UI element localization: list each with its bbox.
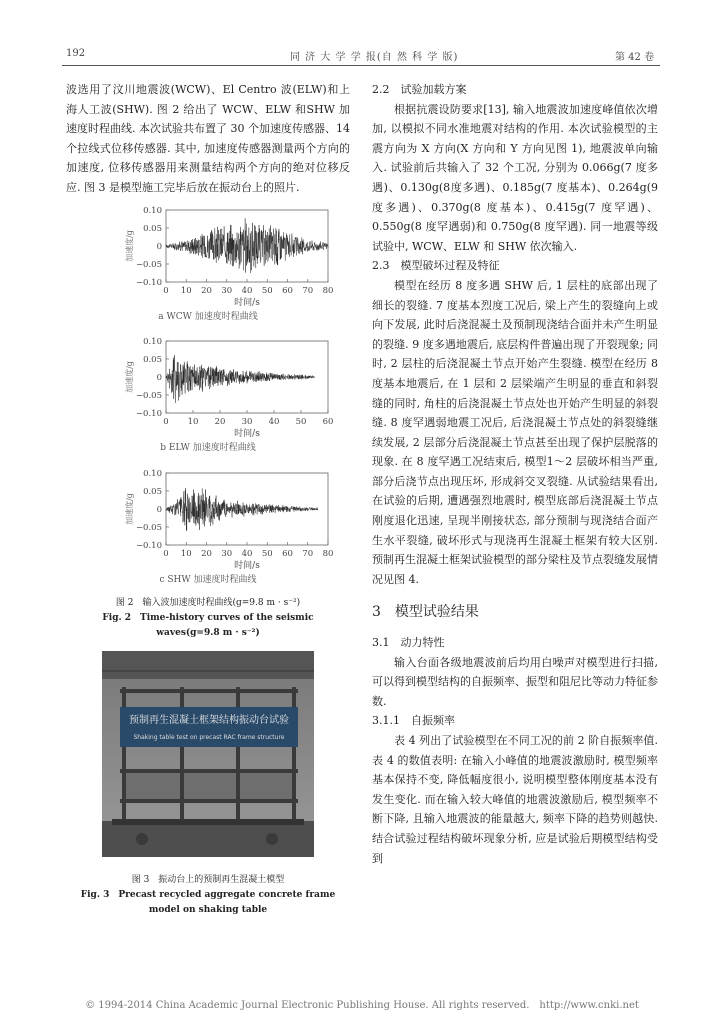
- x-tick-label: 50: [295, 417, 307, 428]
- x-tick-label: 20: [201, 285, 212, 296]
- y-tick-label: 0: [156, 373, 162, 384]
- chart-shw-svg: [66, 463, 350, 571]
- section-3-1-text: 输入台面各级地震波前后均用白噪声对模型进行扫描, 可以得到模型结构的自振频率、振型和阻尼比等动力特征参数.: [372, 655, 658, 708]
- x-tick-label: 40: [268, 417, 280, 428]
- y-axis-label: 加速度/g: [125, 492, 134, 525]
- page-number: 192: [66, 48, 86, 59]
- x-tick-label: 0: [163, 548, 169, 559]
- photo-banner-en: Shaking table test on precast RAC frame structure: [133, 734, 285, 742]
- x-tick-label: 60: [282, 548, 293, 559]
- y-tick-label: −0.10: [135, 540, 162, 551]
- y-tick-label: 0.10: [143, 337, 162, 348]
- x-tick-label: 50: [261, 548, 273, 559]
- x-tick-label: 10: [180, 285, 192, 296]
- x-tick-label: 0: [163, 417, 169, 428]
- y-tick-label: 0.05: [143, 486, 162, 497]
- fig3-caption-en-2: model on shaking table: [148, 905, 268, 916]
- y-tick-label: 0.10: [143, 205, 162, 216]
- section-2-2-title: 2.2 试验加载方案: [372, 83, 467, 96]
- copyright-footer: © 1994-2014 China Academic Journal Electronic Publishing House. All rights reserved. http://www.cnki.net: [85, 1000, 639, 1011]
- x-tick-label: 70: [302, 548, 314, 559]
- y-tick-label: 0.05: [143, 355, 162, 366]
- section-3-title: 3 模型试验结果: [372, 604, 479, 621]
- y-axis-label: 加速度/g: [125, 229, 134, 262]
- y-tick-label: −0.05: [135, 522, 162, 533]
- fig2-caption-cn: 图 2 输入波加速度时程曲线(g=9.8 m · s⁻²): [115, 598, 301, 609]
- section-3-1-1-text: 表 4 列出了试验模型在不同工况的前 2 阶自振频率值. 表 4 的数值表明: 在输入小峰值的地震波激励时, 模型频率基本保持不变, 降低幅度很小, 说明模型整体刚度基本没有发生变化. 而在输入较大峰值的地震波激励后, 模型频率不断下降, 且输入地震波的能量越大, 频率下降的趋势则越快. 结合试验过程结构破坏现象分析, 应是试验后期模型结构受到: [372, 734, 658, 865]
- x-tick-label: 80: [322, 285, 334, 296]
- x-axis-label: 时间/s: [234, 560, 260, 571]
- chart-shw: [66, 463, 350, 591]
- chart-wcw-caption: a WCW 加速度时程曲线: [158, 311, 258, 322]
- y-axis-label: 加速度/g: [125, 361, 134, 394]
- fig3-caption-cn: 图 3 振动台上的预制再生混凝土模型: [131, 875, 285, 886]
- x-tick-label: 60: [322, 417, 334, 428]
- y-tick-label: −0.05: [135, 259, 162, 270]
- y-tick-label: 0: [156, 504, 162, 515]
- x-tick-label: 20: [214, 417, 226, 428]
- chart-shw-caption: c SHW 加速度时程曲线: [159, 574, 257, 585]
- shaking-table-photo: [102, 651, 314, 857]
- chart-elw: [66, 331, 350, 459]
- header-rule: [62, 65, 660, 66]
- x-tick-label: 0: [163, 285, 169, 296]
- photo-image: [102, 651, 314, 857]
- acceleration-series-line: [166, 355, 315, 403]
- x-tick-label: 70: [302, 285, 314, 296]
- section-2-2-text: 根据抗震设防要求[13], 输入地震波加速度峰值依次增加, 以模拟不同水准地震对结构的作用. 本次试验模型的主震方向为 X 方向(X 方向和 Y 方向见图 1), 地震波单向输入. 试验前后共输入了 32 个工况, 分别为 0.066g(7 度多遇)、0.130g(8度多遇)、0.185g(7 度基本)、0.264g(9 度多遇)、0.370g(8 度基本)、0.415g(7 度罕遇)、0.550g(8 度罕遇弱)和 0.750g(8 度罕遇). 同一地震等级试验中, WCW、ELW 和 SHW 依次输入.: [372, 102, 658, 253]
- x-tick-label: 40: [241, 285, 253, 296]
- fig2-caption-en-1: Fig. 2 Time-history curves of the seismic: [102, 613, 314, 624]
- chart-elw-svg: [66, 331, 350, 439]
- section-2-3-title: 2.3 模型破坏过程及特征: [372, 259, 500, 273]
- fig3-caption-en-1: Fig. 3 Precast recycled aggregate concrete frame: [80, 890, 336, 901]
- x-tick-label: 10: [180, 548, 192, 559]
- y-tick-label: −0.05: [135, 391, 162, 402]
- y-tick-label: 0: [156, 241, 162, 252]
- section-3-1-title: 3.1 动力特性: [372, 636, 445, 650]
- acceleration-series-line: [166, 488, 318, 531]
- acceleration-series-line: [166, 218, 328, 273]
- journal-title: 同 济 大 学 学 报(自 然 科 学 版): [290, 52, 459, 63]
- x-tick-label: 50: [261, 285, 273, 296]
- left-paragraph: 波选用了汶川地震波(WCW)、El Centro 波(ELW)和上海人工波(SHW). 图 2 给出了 WCW、ELW 和SHW 加速度时程曲线. 本次试验共布置了 30 个加速度传感器、14 个拉线式位移传感器. 其中, 加速度传感器测量两个方向的加速度, 位移传感器用来测量结构两个方向的绝对位移反应. 图 3 是模型施工完毕后放在振动台上的照片.: [66, 83, 350, 194]
- y-tick-label: 0.05: [143, 223, 162, 234]
- y-tick-label: −0.10: [135, 277, 162, 288]
- chart-wcw: [66, 200, 350, 328]
- y-tick-label: 0.10: [143, 468, 162, 479]
- chart-wcw-svg: [66, 200, 350, 308]
- x-tick-label: 30: [221, 548, 233, 559]
- x-tick-label: 30: [241, 417, 253, 428]
- x-tick-label: 20: [201, 548, 212, 559]
- y-tick-label: −0.10: [135, 409, 162, 420]
- x-tick-label: 40: [241, 548, 253, 559]
- x-tick-label: 80: [322, 548, 334, 559]
- right-column: [372, 80, 658, 868]
- left-column: [66, 80, 350, 918]
- volume-label: 第 42 卷: [615, 52, 655, 63]
- x-axis-label: 时间/s: [234, 429, 260, 440]
- section-2-3-text: 模型在经历 8 度多遇 SHW 后, 1 层柱的底部出现了细长的裂缝. 7 度基本烈度工况后, 梁上产生的裂缝向上或向下发展, 此时后浇混凝土及预制现浇结合面并未产生明显的裂缝. 9 度多遇地震后, 底层构件普遍出现了开裂现象; 同时, 2 层柱的后浇混凝土节点开始产生裂缝. 模型在经历 8 度基本地震后, 在 1 层和 2 层梁端产生明显的垂直和斜裂缝的同时, 角柱的后浇混凝土节点处也开始产生明显的斜裂缝. 8 度罕遇弱地震工况后, 后浇混凝土节点处的斜裂缝继续发展, 2 层部分后浇混凝土节点甚至出现了保护层脱落的现象. 在 8 度罕遇工况结束后, 模型1～2 层破坏相当严重, 部分后浇节点出现压坏, 形成斜交叉裂缝. 从试验结果看出, 在试验的后期, 遭遇强烈地震时, 模型底部后浇混凝土节点刚度退化迅速, 呈现半刚接状态, 部分预制与现浇结合面产生水平裂缝, 破坏形式与现浇再生混凝土框架有较大区别. 预制再生混凝土框架试验模型的部分梁柱及节点裂缝发展情况见图 4.: [372, 278, 658, 586]
- x-tick-label: 30: [221, 285, 233, 296]
- photo-banner-cn: 预制再生混凝土框架结构振动台试验: [129, 715, 289, 727]
- x-tick-label: 60: [282, 285, 293, 296]
- x-tick-label: 10: [187, 417, 199, 428]
- x-axis-label: 时间/s: [234, 297, 260, 308]
- chart-elw-caption: b ELW 加速度时程曲线: [160, 443, 256, 454]
- fig2-caption-en-2: waves(g=9.8 m · s⁻²): [156, 628, 260, 639]
- section-3-1-1-title: 3.1.1 自振频率: [372, 714, 455, 728]
